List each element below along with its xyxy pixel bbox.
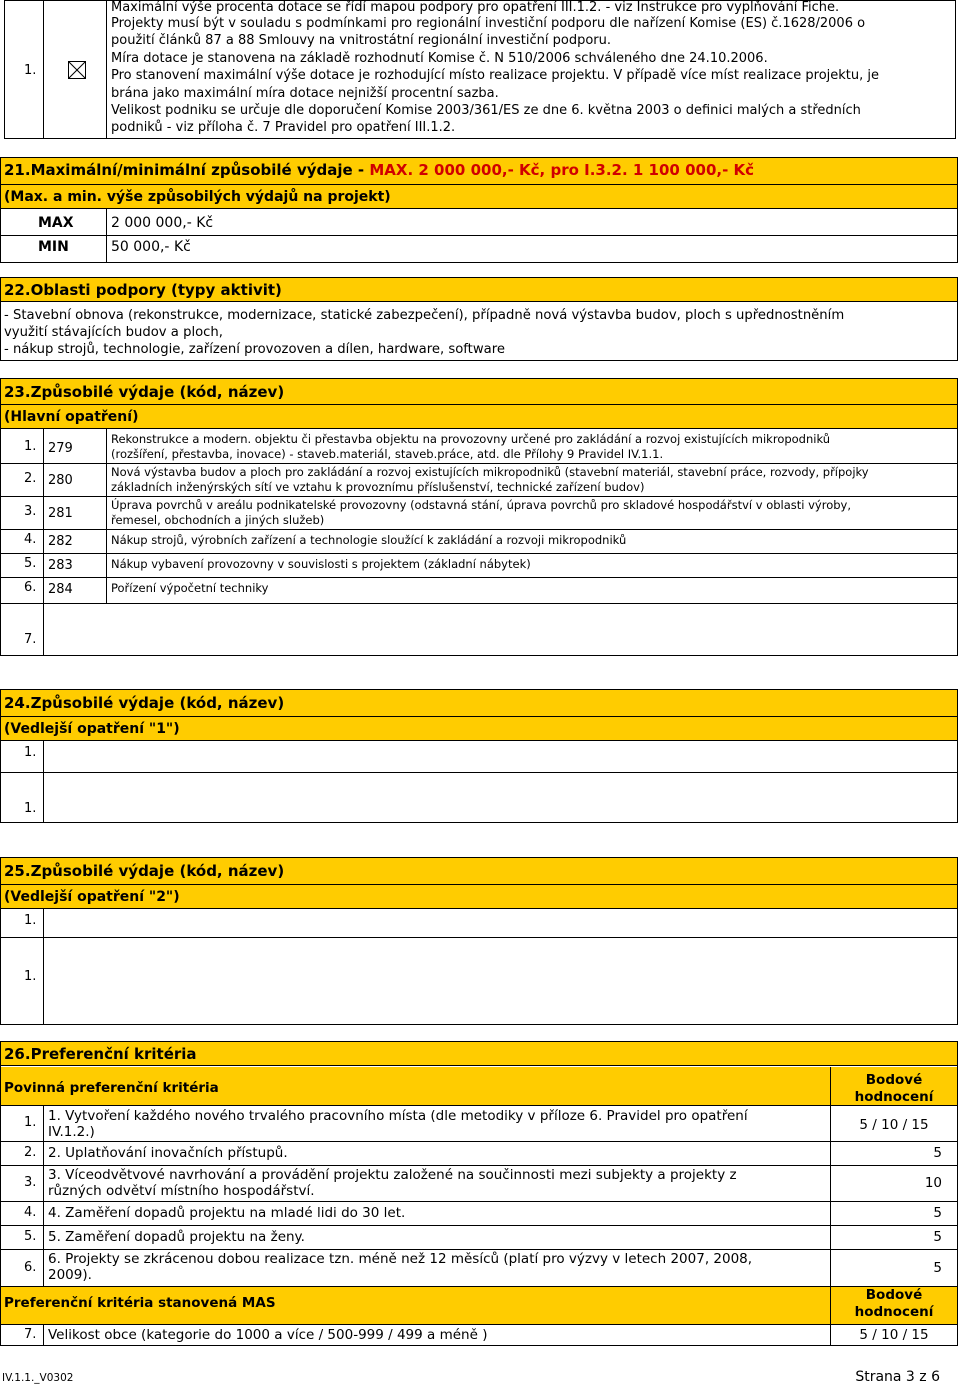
criterion-score: 5 — [933, 1229, 942, 1245]
top-line: Maximální výše procenta dotace se řídí mapou podpory pro opatření III.1.2. - viz Instrukce pro vyplňování Fiche. — [111, 0, 840, 15]
expense-num: 6. — [24, 580, 37, 595]
secondary-row-num: 1. — [24, 745, 37, 760]
secondary-row-num: 1. — [24, 969, 37, 984]
top-line: brána jako maximální míra dotace nejnižší procentní sazba. — [111, 86, 499, 101]
min-label: MIN — [38, 239, 69, 255]
expense-code: 284 — [48, 582, 73, 597]
expense-num: 4. — [24, 532, 37, 547]
mas-criteria-label: Preferenční kritéria stanovená MAS — [4, 1295, 276, 1311]
checkbox-checked[interactable] — [68, 61, 86, 79]
expense-text: Nákup strojů, výrobních zařízení a technologie sloužící k zakládání a rozvoji mikropodniků — [111, 533, 627, 547]
section-24-title: 24.Způsobilé výdaje (kód, název) — [4, 694, 285, 712]
footer-doc-id: IV.1.1._V0302 — [2, 1372, 74, 1384]
criterion-num: 1. — [24, 1115, 37, 1130]
activity-line: - nákup strojů, technologie, zařízení provozoven a dílen, hardware, software — [4, 342, 505, 357]
min-value: 50 000,- Kč — [111, 239, 191, 255]
expense-text: Nákup vybavení provozovny v souvislosti s projektem (základní nábytek) — [111, 557, 531, 571]
criterion-score: 5 — [933, 1145, 942, 1161]
expense-text: Rekonstrukce a modern. objektu či přestavba objektu na provozovny určené pro zakládání a rozvoj existujících mikropodniků — [111, 432, 831, 446]
criterion-score: 5 — [933, 1260, 942, 1276]
expense-code: 281 — [48, 506, 73, 521]
activity-line: - Stavební obnova (rekonstrukce, modernizace, statické zabezpečení), případně nová výstavba budov, ploch s upřednostněním — [4, 308, 845, 323]
mandatory-criteria-label: Povinná preferenční kritéria — [4, 1080, 219, 1096]
max-value: 2 000 000,- Kč — [111, 215, 214, 231]
section-22-title: 22.Oblasti podpory (typy aktivit) — [4, 281, 282, 299]
criterion-text: Velikost obce (kategorie do 1000 a více / 500-999 / 499 a méně ) — [48, 1327, 488, 1343]
criterion-score: 5 — [933, 1205, 942, 1221]
expense-code: 279 — [48, 441, 73, 456]
title-text: 21.Maximální/minimální způsobilé výdaje - — [4, 161, 370, 179]
expense-text: základních inženýrských sítí ve vztahu k provoznímu příslušenství, technické zařízení budov) — [111, 480, 645, 494]
expense-text: Pořízení výpočetní techniky — [111, 581, 269, 595]
expense-num: 7. — [24, 632, 37, 647]
score-header: Bodové — [865, 1072, 923, 1088]
section-21-subtitle: (Max. a min. výše způsobilých výdajů na projekt) — [4, 189, 391, 205]
top-line: Velikost podniku se určuje dle doporučení Komise 2003/361/ES ze dne 6. května 2003 o definici malých a středních — [111, 103, 861, 118]
criterion-text: 5. Zaměření dopadů projektu na ženy. — [48, 1229, 305, 1245]
criterion-text: různých odvětví místního hospodářství. — [48, 1183, 315, 1199]
expense-text: (rozšíření, přestavba, inovace) - staveb.materiál, staveb.práce, atd. dle Přílohy 9 Pravidel IV.1.1. — [111, 447, 664, 461]
top-line: podniků - viz příloha č. 7 Pravidel pro opatření III.1.2. — [111, 120, 456, 135]
criterion-num: 5. — [24, 1229, 37, 1244]
section-26-title: 26.Preferenční kritéria — [4, 1045, 197, 1063]
criterion-text: 6. Projekty se zkrácenou dobou realizace tzn. méně než 12 měsíců (platí pro výzvy v letech 2007, 2008, — [48, 1251, 753, 1267]
score-header: hodnocení — [854, 1304, 934, 1320]
expense-text: Úprava povrchů v areálu podnikatelské provozovny (odstavná stání, úprava povrchů pro skladové hospodářství v oblasti výroby, — [111, 498, 852, 512]
criterion-text: 2. Uplatňování inovačních přístupů. — [48, 1145, 288, 1161]
section-25-subtitle: (Vedlejší opatření "2") — [4, 889, 180, 905]
top-line: Míra dotace je stanovena na základě rozhodnutí Komise č. N 510/2006 schváleného dne 24.10.2006. — [111, 51, 768, 66]
criterion-score: 5 / 10 / 15 — [859, 1327, 929, 1343]
top-line: použití článků 87 a 88 Smlouvy na vnitrostátní regionální investiční podporu. — [111, 33, 611, 48]
expense-code: 280 — [48, 473, 73, 488]
max-label: MAX — [38, 215, 74, 231]
expense-code: 282 — [48, 534, 73, 549]
activity-line: využití stávajících budov a ploch, — [4, 325, 223, 340]
row-number: 1. — [24, 63, 37, 78]
section-23-subtitle: (Hlavní opatření) — [4, 409, 139, 425]
section-23-title: 23.Způsobilé výdaje (kód, název) — [4, 383, 285, 401]
expense-num: 5. — [24, 556, 37, 571]
criterion-text: IV.1.2.) — [48, 1124, 95, 1140]
secondary-row-num: 1. — [24, 913, 37, 928]
expense-text: Nová výstavba budov a ploch pro zakládání a rozvoj existujících mikropodniků (stavební materiál, stavební práce, rozvody, přípojky — [111, 465, 869, 479]
criterion-score: 10 — [924, 1175, 942, 1191]
criterion-text: 1. Vytvoření každého nového trvalého pracovního místa (dle metodiky v příloze 6. Pravidel pro opatření — [48, 1108, 748, 1124]
expense-num: 1. — [24, 439, 37, 454]
expense-num: 2. — [24, 471, 37, 486]
title-limits: MAX. 2 000 000,- Kč, pro I.3.2. 1 100 000,- Kč — [369, 161, 755, 179]
criterion-score: 5 / 10 / 15 — [859, 1117, 929, 1133]
expense-num: 3. — [24, 504, 37, 519]
expense-text: řemesel, obchodních a jiných služeb) — [111, 513, 325, 527]
section-25-title: 25.Způsobilé výdaje (kód, název) — [4, 862, 285, 880]
criterion-text: 3. Víceodvětvové navrhování a provádění projektu založené na součinnosti mezi subjekty a projekty z — [48, 1167, 737, 1183]
criterion-num: 6. — [24, 1260, 37, 1275]
cross-icon — [69, 62, 85, 78]
expense-code: 283 — [48, 558, 73, 573]
criterion-text: 4. Zaměření dopadů projektu na mladé lidi do 30 let. — [48, 1205, 406, 1221]
top-line: Pro stanovení maximální výše dotace je rozhodující místo realizace projektu. V případě více míst realizace projektu, je — [111, 68, 880, 83]
criterion-num: 4. — [24, 1205, 37, 1220]
criterion-text: 2009). — [48, 1267, 92, 1283]
score-header: hodnocení — [854, 1089, 934, 1105]
criterion-num: 7. — [24, 1327, 37, 1342]
section-21-title — [4, 162, 754, 178]
criterion-num: 3. — [24, 1175, 37, 1190]
secondary-row-num: 1. — [24, 801, 37, 816]
criterion-num: 2. — [24, 1145, 37, 1160]
top-line: Projekty musí být v souladu s podmínkami pro regionální investiční podporu dle nařízení Komise (ES) č.1628/2006 o — [111, 16, 866, 31]
footer-page-number: Strana 3 z 6 — [855, 1369, 940, 1385]
score-header: Bodové — [865, 1287, 923, 1303]
section-24-subtitle: (Vedlejší opatření "1") — [4, 721, 180, 737]
